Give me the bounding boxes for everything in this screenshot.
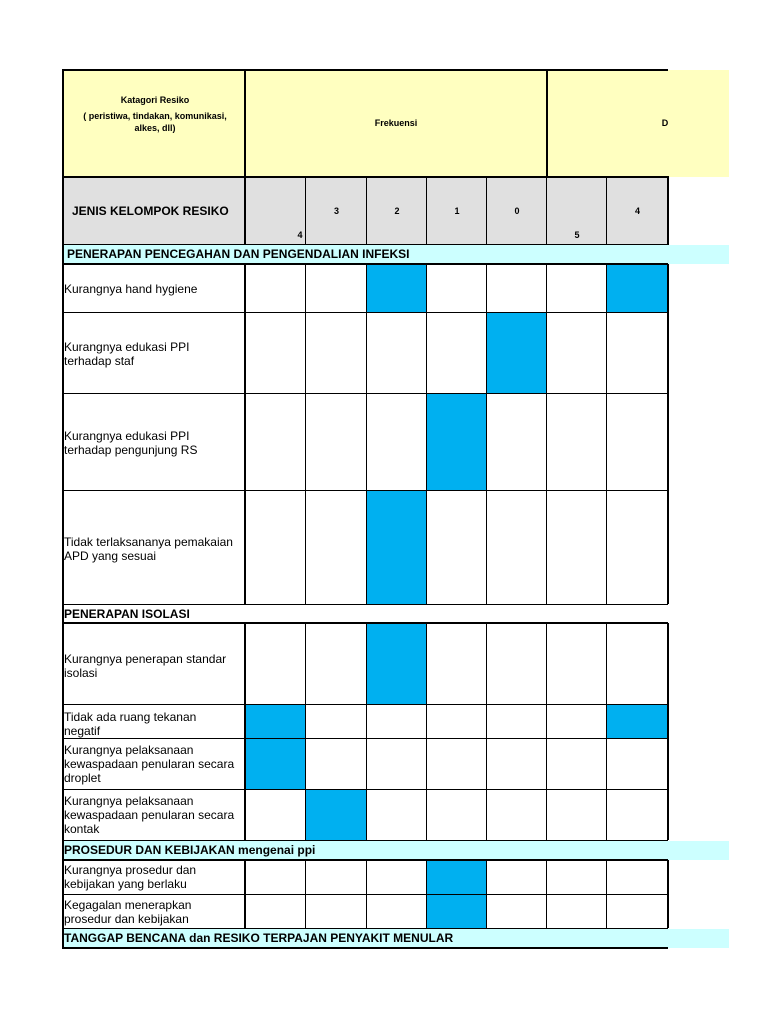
grid-line (366, 264, 367, 604)
grid-line (667, 177, 669, 245)
grid-line (546, 623, 547, 840)
row-label-8: Kurangnya prosedur dan kebijakan yang berlaku (64, 863, 197, 891)
grid-line (305, 623, 306, 840)
grid-line (486, 177, 487, 245)
row-label-9: Kegagalan menerapkan prosedur dan kebijakan (64, 898, 192, 926)
row-label-6: Kurangnya pelaksanaan kewaspadaan penularan secara droplet (64, 743, 235, 785)
grid-line (606, 177, 607, 245)
frekuensi-label: Frekuensi (374, 118, 418, 128)
grid-line (486, 860, 487, 928)
section-title-prosedur-rest: mengenai ppi (234, 843, 316, 857)
section-title-prosedur-bold: PROSEDUR DAN KEBIJAKAN (64, 843, 235, 857)
risk-mark-cell (367, 491, 427, 604)
grid-line (426, 264, 427, 604)
grid-line (606, 264, 607, 604)
risk-mark-cell (367, 623, 427, 704)
grid-line (305, 860, 306, 928)
grid-line (426, 177, 427, 245)
row-label-0: Kurangnya hand hygiene (64, 282, 198, 296)
section-title-prosedur (64, 843, 315, 857)
row-label-5: Tidak ada ruang tekanan negatif (64, 710, 197, 738)
risk-mark-cell (427, 860, 487, 894)
col-header-5: 5 (574, 230, 580, 240)
section-title-ppi (67, 247, 409, 261)
col-header-2: 2 (394, 206, 400, 216)
grid-line (305, 177, 306, 245)
row-label-4: Kurangnya penerapan standar isolasi (64, 652, 227, 680)
section-title-isolasi-bold: PENERAPAN ISOLASI (64, 607, 190, 621)
grid-line (667, 623, 669, 840)
risk-mark-cell (607, 705, 668, 738)
grid-line (63, 840, 668, 841)
section-title-bencana (64, 931, 453, 945)
col-header-3: 1 (454, 206, 460, 216)
section-title-bencana-bold: TANGGAP BENCANA (64, 931, 186, 945)
grid-line (606, 860, 607, 928)
grid-line (63, 604, 668, 605)
grid-line (486, 623, 487, 840)
risk-mark-cell (487, 313, 547, 393)
grid-line (244, 623, 246, 840)
grid-line (667, 860, 669, 928)
section-title-bencana-rest: dan RESIKO TERPAJAN PENYAKIT MENULAR (185, 931, 454, 945)
section-title-ppi-bold: PENERAPAN PENCEGAHAN DAN PENGENDALIAN INFEKSI (67, 247, 410, 261)
grid-line (244, 177, 246, 245)
risk-mark-cell (607, 264, 668, 312)
grid-line (606, 623, 607, 840)
grid-line (366, 623, 367, 840)
risk-mark-cell (245, 705, 306, 738)
grid-line (426, 623, 427, 840)
grid-line (62, 69, 64, 949)
row-label-7: Kurangnya pelaksanaan kewaspadaan penularan secara kontak (64, 794, 235, 836)
risk-mark-cell (427, 895, 487, 928)
kategori-title: Katagori Resiko (120, 95, 190, 105)
risk-mark-cell (367, 264, 427, 312)
kategori-subtitle: ( peristiwa, tindakan, komunikasi, alkes, dll) (83, 111, 227, 133)
risk-mark-cell (245, 739, 306, 789)
grid-line (546, 177, 547, 245)
grid-line (426, 860, 427, 928)
risk-mark-cell (427, 394, 487, 490)
col-header-4: 0 (514, 206, 520, 216)
row-label-3: Tidak terlaksananya pemakaian APD yang sesuai (64, 535, 233, 563)
grid-line (546, 860, 547, 928)
grid-line (546, 264, 547, 604)
col-header-1: 3 (333, 206, 339, 216)
grid-line (63, 928, 668, 929)
col-header-0: 4 (297, 230, 303, 240)
grid-line (63, 947, 668, 949)
row-label-2: Kurangnya edukasi PPI terhadap pengunjung RS (64, 429, 198, 457)
col-header-6: 4 (634, 206, 640, 216)
grid-line (667, 264, 669, 604)
grid-line (244, 264, 246, 604)
jenis-kelompok-label: JENIS KELOMPOK RESIKO (72, 204, 229, 218)
row-label-1: Kurangnya edukasi PPI terhadap staf (64, 340, 190, 368)
d-label: D (661, 118, 669, 128)
grid-line (486, 264, 487, 604)
grid-line (305, 264, 306, 604)
grid-line (244, 860, 246, 928)
grid-line (366, 860, 367, 928)
section-title-isolasi (64, 607, 190, 621)
grid-line (546, 69, 548, 177)
grid-line (366, 177, 367, 245)
risk-mark-cell (306, 790, 367, 840)
grid-line (63, 69, 668, 71)
